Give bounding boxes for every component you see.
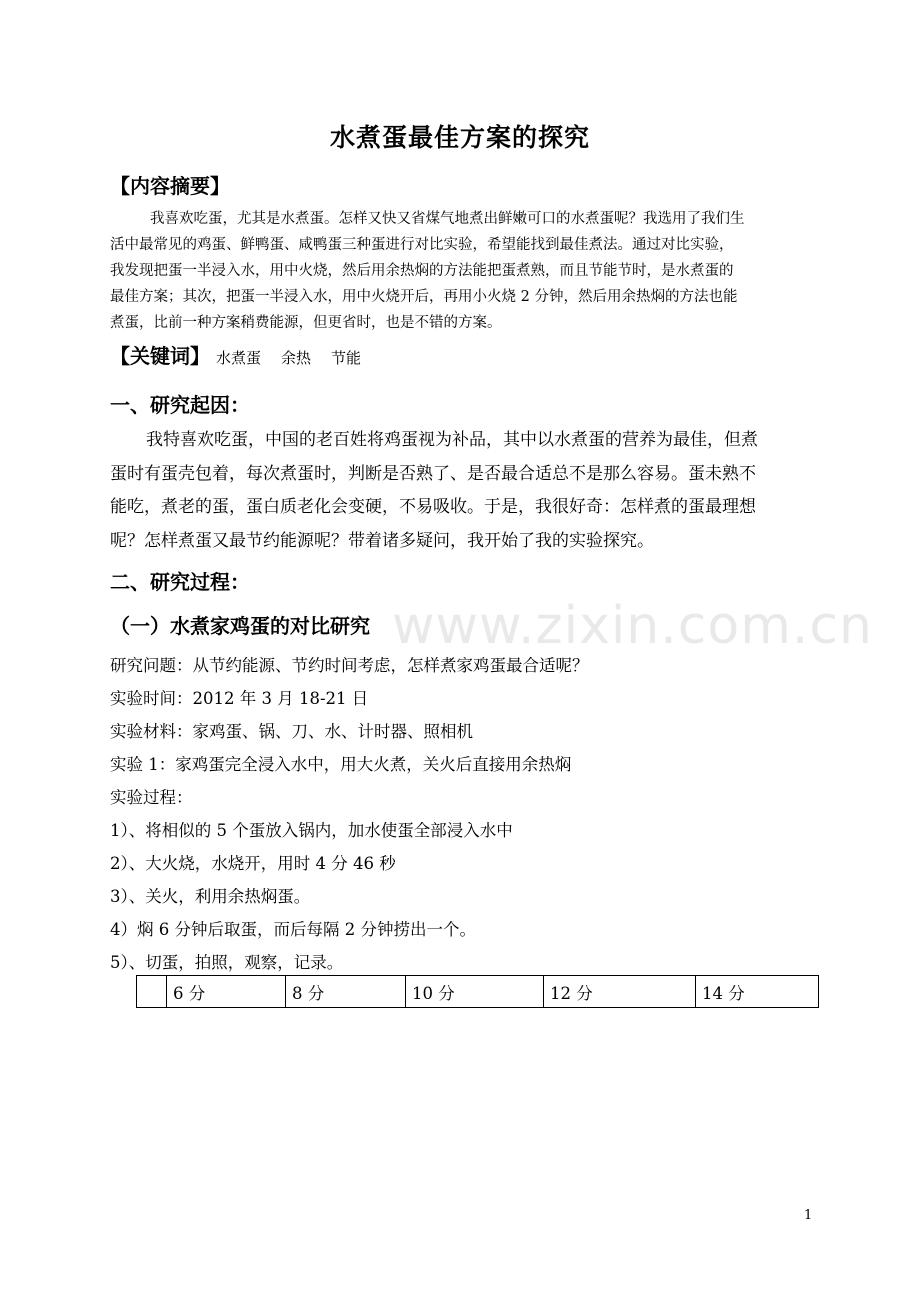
document-title: 水煮蛋最佳方案的探究 (329, 123, 590, 152)
paragraph-line: 呢？怎样煮蛋又最节约能源呢？带着诸多疑问，我开始了我的实验探究。 (110, 530, 654, 551)
abstract-paragraph (110, 206, 810, 336)
detail-line: 实验时间：2012 年 3 月 18-21 日 (110, 689, 369, 708)
page-number: 1 (804, 1208, 813, 1223)
paragraph-line: 能吃，煮老的蛋，蛋白质老化会变硬，不易吸收。于是，我很好奇：怎样煮的蛋最理想 (110, 497, 756, 517)
table-cell (137, 976, 167, 1008)
keyword: 节能 (331, 349, 362, 367)
table-cell: 6 分 (167, 976, 286, 1008)
abstract-line: 我喜欢吃蛋，尤其是水煮蛋。怎样又快又省煤气地煮出鲜嫩可口的水煮蛋呢？我选用了我们生 (150, 211, 745, 227)
results-table (136, 975, 819, 1008)
keywords-label: 【关键词】 (110, 344, 210, 368)
detail-line: 4）焖 6 分钟后取蛋，而后每隔 2 分钟捞出一个。 (110, 920, 476, 939)
table-cell: 8 分 (286, 976, 406, 1008)
paragraph-line: 蛋时有蛋壳包着，每次煮蛋时，判断是否熟了、是否最合适总不是那么容易。蛋未熟不 (110, 463, 756, 484)
abstract-line: 煮蛋，比前一种方案稍费能源，但更省时，也是不错的方案。 (110, 315, 502, 331)
detail-line: 3）、关火，利用余热焖蛋。 (110, 887, 311, 906)
table-cell: 10 分 (406, 976, 544, 1008)
abstract-line: 最佳方案；其次，把蛋一半浸入水，用中火烧开后，再用小火烧 2 分钟，然后用余热焖的方法也能 (110, 289, 738, 305)
detail-line: 实验过程： (110, 788, 193, 807)
detail-line: 5）、切蛋，拍照，观察，记录。 (110, 953, 344, 972)
keyword: 水煮蛋 (216, 349, 262, 367)
abstract-line: 活中最常见的鸡蛋、鲜鸭蛋、咸鸭蛋三种蛋进行对比实验，希望能找到最佳煮法。通过对比实验， (110, 237, 734, 253)
table-row (137, 976, 819, 1008)
detail-line: 2）、大火烧，水烧开，用时 4 分 46 秒 (110, 854, 396, 873)
keywords-row (110, 340, 375, 369)
table-cell: 12 分 (544, 976, 696, 1008)
abstract-heading: 【内容摘要】 (110, 174, 230, 198)
detail-line: 研究问题：从节约能源、节约时间考虑，怎样煮家鸡蛋最合适呢？ (110, 656, 589, 675)
experiment-details (110, 654, 830, 984)
paragraph-line: 我特喜欢吃蛋，中国的老百姓将鸡蛋视为补品，其中以水煮蛋的营养为最佳，但煮 (146, 430, 758, 450)
table-cell: 14 分 (696, 976, 819, 1008)
section1-heading: 一、研究起因： (110, 393, 250, 417)
section1-paragraph (110, 424, 810, 558)
subsection-heading: （一）水煮家鸡蛋的对比研究 (110, 614, 370, 638)
detail-line: 实验材料：家鸡蛋、锅、刀、水、计时器、照相机 (110, 722, 473, 741)
watermark: www.zixin.com.cn (392, 596, 873, 656)
section2-heading: 二、研究过程： (110, 570, 250, 594)
keyword: 余热 (281, 349, 312, 367)
detail-line: 实验 1：家鸡蛋完全浸入水中，用大火煮，关火后直接用余热焖 (110, 755, 572, 774)
detail-line: 1）、将相似的 5 个蛋放入锅内，加水使蛋全部浸入水中 (110, 821, 513, 840)
abstract-line: 我发现把蛋一半浸入水，用中火烧，然后用余热焖的方法能把蛋煮熟，而且节能节时，是水煮蛋的 (110, 263, 734, 279)
